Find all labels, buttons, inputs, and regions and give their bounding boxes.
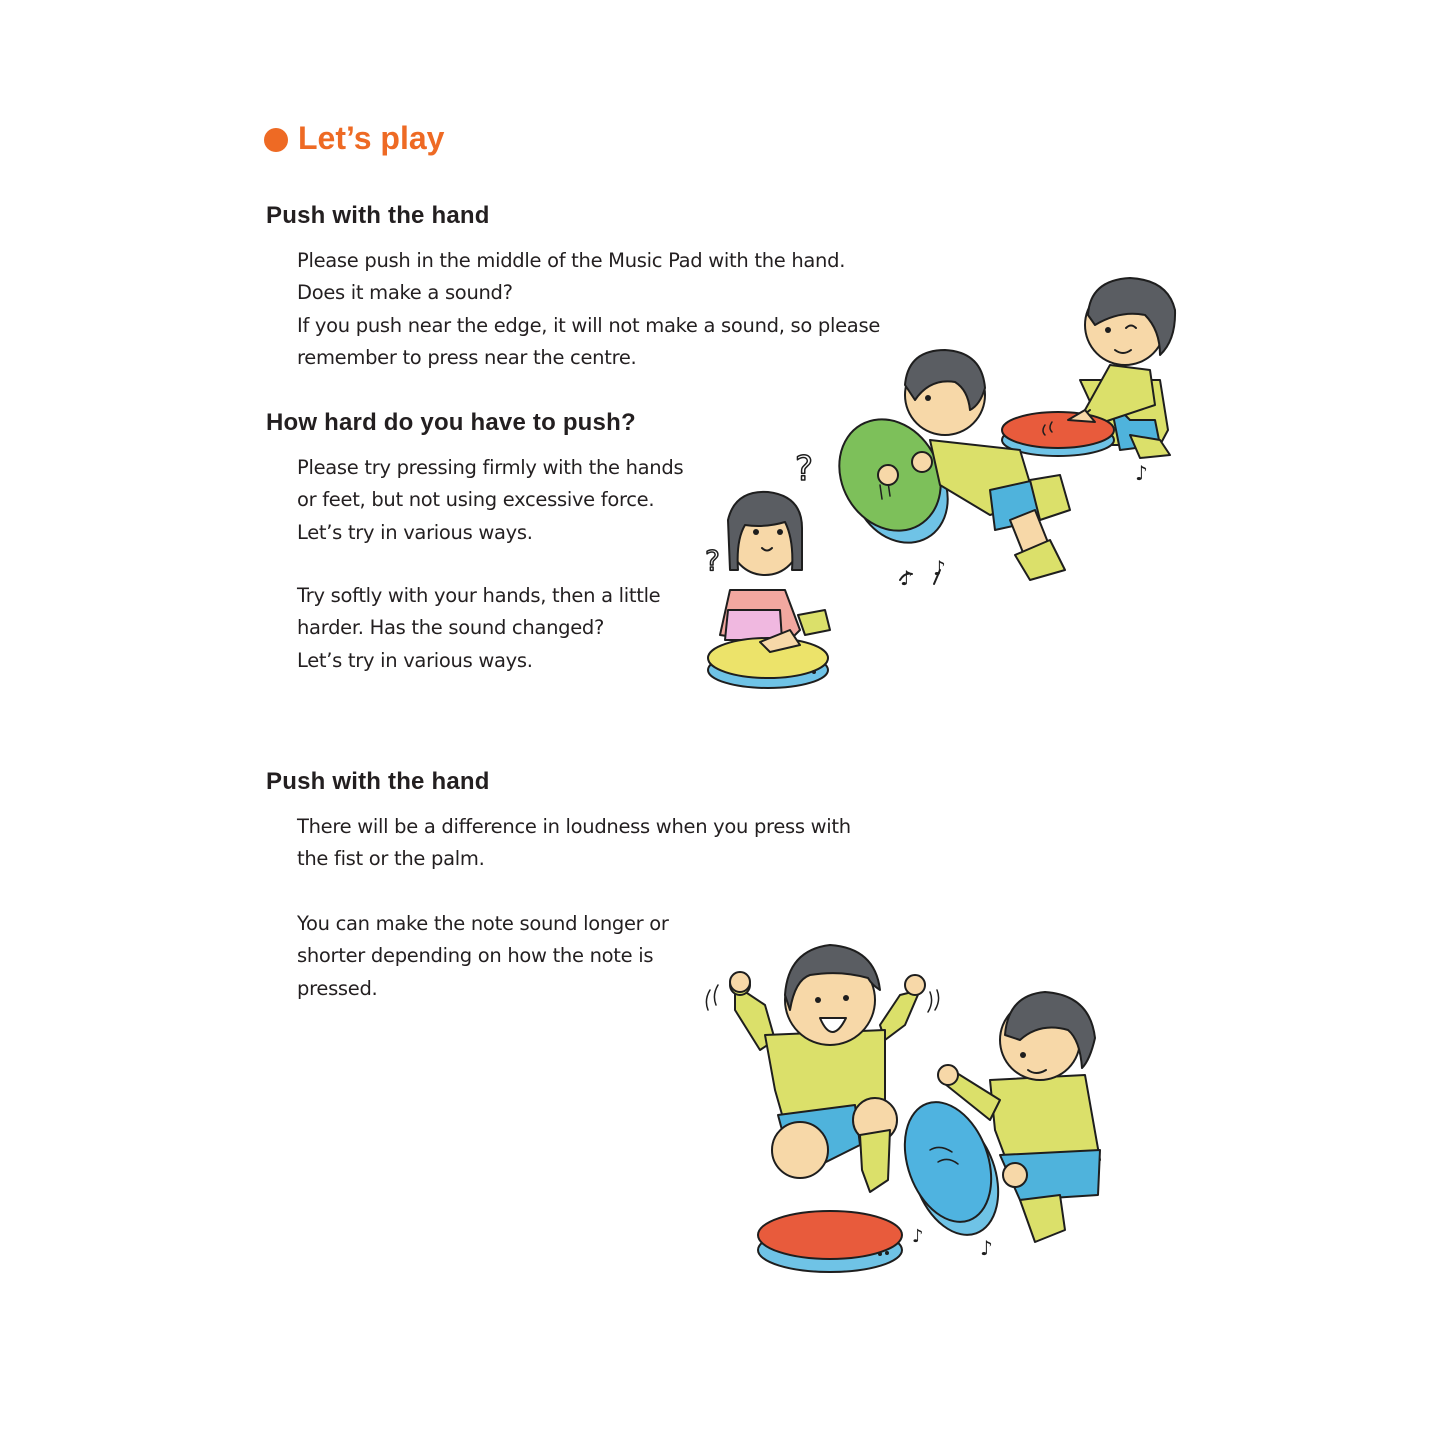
question-mark-icon: ? <box>795 449 814 489</box>
music-note-icon: ♪ <box>980 1236 993 1260</box>
bullet-dot-icon <box>264 128 288 152</box>
heading-push-with-the-hand-2: Push with the hand <box>266 768 490 795</box>
text-line: Please push in the middle of the Music Pad with the hand. <box>297 249 846 272</box>
text-line: There will be a difference in loudness when you press with <box>297 815 851 838</box>
music-note-icon: ♪ <box>933 556 946 580</box>
text-line: pressed. <box>297 976 378 1000</box>
text-line: or feet, but not using excessive force. <box>297 488 655 512</box>
illustration-children-jumping <box>690 930 1130 1290</box>
text-line: the fist or the palm. <box>297 847 485 871</box>
heading-how-hard-to-push: How hard do you have to push? <box>266 409 636 436</box>
text-line: Let’s try in various ways. <box>297 648 533 672</box>
child-jumping-figure <box>730 945 925 1192</box>
child-left-figure <box>720 492 830 645</box>
paragraph-note-length <box>297 908 669 1005</box>
text-line: harder. Has the sound changed? <box>297 616 605 640</box>
red-music-pad <box>758 1211 902 1272</box>
paragraph-pressing-firmly <box>297 452 683 549</box>
text-line: Please try pressing firmly with the hands <box>297 456 684 479</box>
paragraph-try-softly <box>297 580 660 677</box>
text-line: You can make the note sound longer or <box>297 912 669 935</box>
section-title <box>264 120 444 157</box>
text-line: remember to press near the centre. <box>297 345 637 369</box>
text-line: Let’s try in various ways. <box>297 520 533 544</box>
heading-push-with-the-hand: Push with the hand <box>266 202 490 229</box>
music-note-icon: ♪ <box>912 1226 924 1247</box>
music-note-icon: ♪ <box>1135 461 1148 485</box>
text-line: If you push near the edge, it will not make a sound, so please <box>297 313 881 337</box>
text-line: shorter depending on how the note is <box>297 944 654 968</box>
text-line: Try softly with your hands, then a little <box>297 584 661 607</box>
question-mark-icon: ? <box>705 544 720 577</box>
text-line: Does it make a sound? <box>297 281 513 305</box>
music-note-icon: ♪ <box>900 566 913 590</box>
paragraph-loudness-difference <box>297 811 851 876</box>
section-title-text: Let’s play <box>298 120 445 156</box>
illustration-children-pressing-pads <box>690 270 1190 700</box>
